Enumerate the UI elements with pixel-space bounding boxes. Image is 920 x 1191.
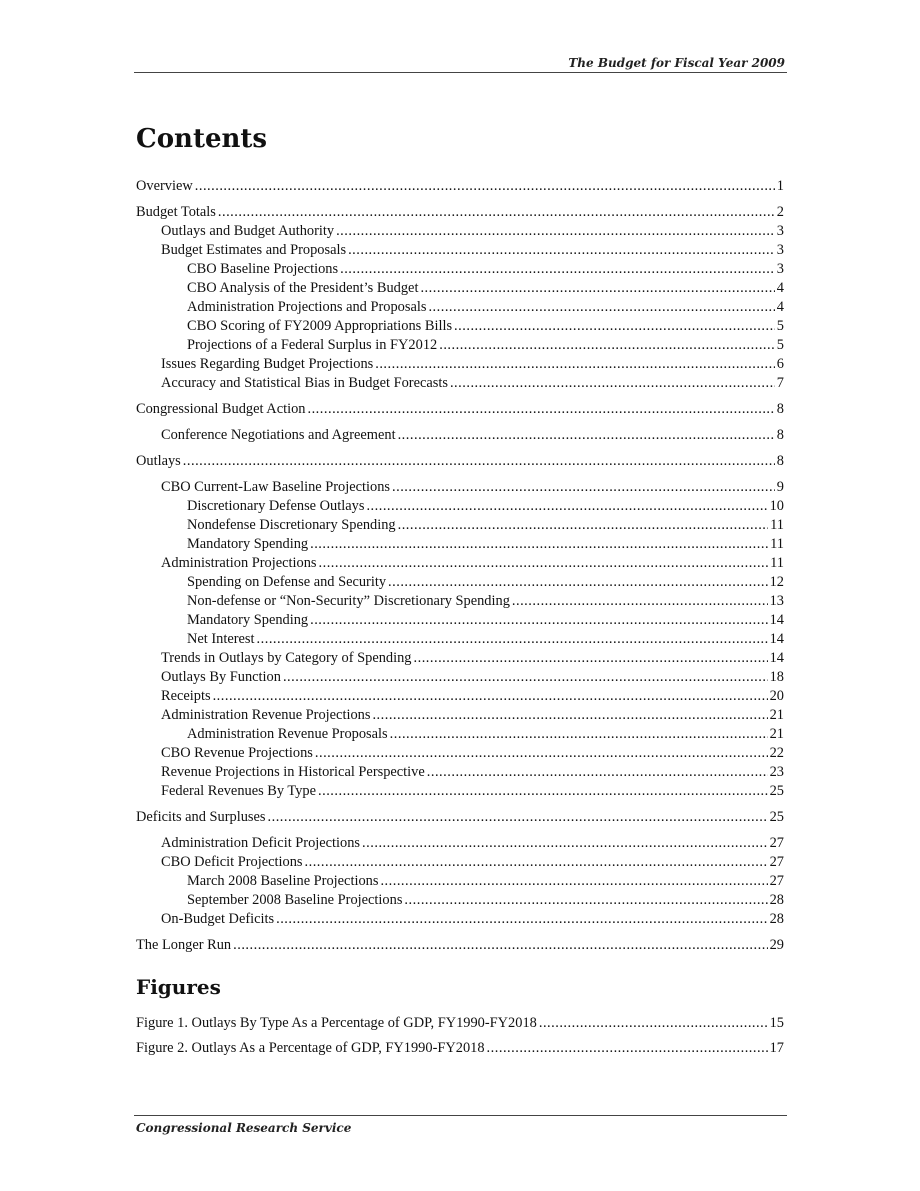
toc-entry[interactable] [136,668,784,687]
page-number: 14 [769,612,784,628]
toc-entry-title: Budget Estimates and Proposals [161,242,347,258]
toc-entry-title: Trends in Outlays by Category of Spending [161,650,412,666]
toc-entry[interactable] [136,744,784,763]
dot-leader [213,687,768,706]
page-number: 11 [770,517,784,533]
dot-leader [388,573,768,592]
toc-entry-title: Spending on Defense and Security [187,574,387,590]
toc-entry-title: Receipts [161,688,211,704]
toc-entry[interactable] [136,573,784,592]
toc-entry[interactable] [136,630,784,649]
toc-entry[interactable] [136,649,784,668]
page-number: 27 [769,873,784,889]
toc-entry[interactable] [136,426,784,445]
page-number: 5 [776,337,784,353]
toc-entry[interactable] [136,260,784,279]
page-number: 20 [769,688,784,704]
dot-leader [233,936,767,955]
page-number: 29 [769,937,784,953]
page-number: 5 [776,318,784,334]
dot-leader [307,400,774,419]
dot-leader [450,374,775,393]
dot-leader [183,452,775,471]
toc-entry-title: On-Budget Deficits [161,911,275,927]
figure-entry[interactable] [136,1039,784,1058]
page-number: 7 [776,375,784,391]
toc-entry-title: Mandatory Spending [187,536,309,552]
toc-entry-title: Administration Revenue Projections [161,707,371,723]
toc-entry[interactable] [136,592,784,611]
dot-leader [268,808,768,827]
toc-entry[interactable] [136,478,784,497]
dot-leader [380,872,767,891]
dot-leader [283,668,768,687]
dot-leader [366,497,767,516]
page-number: 3 [776,261,784,277]
page-number: 8 [776,453,784,469]
toc-entry[interactable] [136,516,784,535]
page-number: 27 [769,854,784,870]
toc-entry[interactable] [136,298,784,317]
toc-entry[interactable] [136,355,784,374]
dot-leader [398,516,769,535]
dot-leader [392,478,775,497]
toc-entry[interactable] [136,687,784,706]
dot-leader [427,763,768,782]
toc-entry[interactable] [136,317,784,336]
toc-entry[interactable] [136,936,784,955]
page-number: 25 [769,809,784,825]
page-number: 11 [770,555,784,571]
toc-entry[interactable] [136,611,784,630]
figure-title: Figure 1. Outlays By Type As a Percentage of GDP, FY1990-FY2018 [136,1015,537,1031]
page-number: 4 [776,299,784,315]
dot-leader [362,834,768,853]
toc-entry-title: Net Interest [187,631,255,647]
dot-leader [319,554,769,573]
figure-title: Figure 2. Outlays As a Percentage of GDP, FY1990-FY2018 [136,1040,485,1056]
toc-entry[interactable] [136,177,784,196]
footer-rule [134,1115,787,1116]
toc-entry-title: Overview [136,178,193,194]
toc-entry-title: Projections of a Federal Surplus in FY2012 [187,337,438,353]
toc-entry[interactable] [136,782,784,801]
toc-entry-title: CBO Baseline Projections [187,261,339,277]
page-number: 28 [769,911,784,927]
page-number: 21 [769,726,784,742]
toc-entry[interactable] [136,725,784,744]
toc-entry[interactable] [136,400,784,419]
toc-entry[interactable] [136,910,784,929]
page-number: 28 [769,892,784,908]
dot-leader [390,725,768,744]
toc-entry-title: Revenue Projections in Historical Perspective [161,764,425,780]
page-number: 23 [769,764,784,780]
toc-entry[interactable] [136,535,784,554]
dot-leader [310,535,768,554]
toc-entry[interactable] [136,279,784,298]
toc-entry[interactable] [136,763,784,782]
page-number: 14 [769,650,784,666]
dot-leader [512,592,768,611]
toc-entry[interactable] [136,853,784,872]
dot-leader [348,241,775,260]
toc-entry-title: Conference Negotiations and Agreement [161,427,396,443]
toc-entry-title: CBO Current-Law Baseline Projections [161,479,391,495]
dot-leader [454,317,775,336]
toc-entry[interactable] [136,891,784,910]
toc-entry-title: Accuracy and Statistical Bias in Budget Forecasts [161,375,448,391]
toc-entry[interactable] [136,452,784,471]
dot-leader [539,1014,768,1033]
toc-entry[interactable] [136,554,784,573]
figure-entry[interactable] [136,1014,784,1033]
toc-entry[interactable] [136,203,784,222]
toc-entry-title: Outlays By Function [161,669,281,685]
contents-heading: Contents [136,124,268,154]
page-number: 8 [776,427,784,443]
page-number: 15 [769,1015,784,1031]
dot-leader [276,910,768,929]
dot-leader [487,1039,768,1058]
dot-leader [398,426,775,445]
toc-entry[interactable] [136,872,784,891]
page-number: 6 [776,356,784,372]
toc-entry-title: March 2008 Baseline Projections [187,873,379,889]
page-number: 13 [769,593,784,609]
dot-leader [420,279,774,298]
page-number: 22 [769,745,784,761]
toc-entry-title: Nondefense Discretionary Spending [187,517,396,533]
toc-entry-title: Issues Regarding Budget Projections [161,356,374,372]
toc-entry[interactable] [136,706,784,725]
toc-entry-title: Administration Deficit Projections [161,835,361,851]
page-number: 18 [769,669,784,685]
dot-leader [305,853,768,872]
toc-entry[interactable] [136,336,784,355]
toc-entry-title: Administration Projections and Proposals [187,299,427,315]
toc-entry-title: CBO Scoring of FY2009 Appropriations Bills [187,318,453,334]
page-number: 4 [776,280,784,296]
dot-leader [257,630,768,649]
toc-entry-title: Budget Totals [136,204,216,220]
header-rule [134,72,787,73]
toc-entry-title: Administration Projections [161,555,317,571]
toc-entry[interactable] [136,374,784,393]
toc-entry[interactable] [136,808,784,827]
toc-entry-title: Outlays [136,453,181,469]
toc-entry-title: Deficits and Surpluses [136,809,266,825]
page-number: 9 [776,479,784,495]
page-number: 2 [776,204,784,220]
dot-leader [428,298,774,317]
page-number: 12 [769,574,784,590]
toc-entry-title: September 2008 Baseline Projections [187,892,403,908]
dot-leader [439,336,775,355]
page-number: 3 [776,242,784,258]
page-number: 17 [769,1040,784,1056]
figures-heading: Figures [136,975,221,999]
page-number: 27 [769,835,784,851]
toc-entry[interactable] [136,241,784,260]
toc-entry-title: Discretionary Defense Outlays [187,498,365,514]
dot-leader [318,782,768,801]
list-of-figures [136,1014,784,1058]
page-number: 3 [776,223,784,239]
dot-leader [404,891,767,910]
running-header-title: The Budget for Fiscal Year 2009 [568,56,785,70]
running-footer-text: Congressional Research Service [136,1121,352,1135]
page-number: 11 [770,536,784,552]
dot-leader [340,260,775,279]
page-number: 21 [769,707,784,723]
toc-entry-title: Mandatory Spending [187,612,309,628]
toc-entry-title: CBO Deficit Projections [161,854,303,870]
toc-entry[interactable] [136,834,784,853]
toc-entry[interactable] [136,222,784,241]
dot-leader [375,355,775,374]
dot-leader [310,611,768,630]
toc-entry-title: Administration Revenue Proposals [187,726,388,742]
toc-entry-title: CBO Revenue Projections [161,745,313,761]
toc-entry-title: The Longer Run [136,937,232,953]
dot-leader [315,744,768,763]
dot-leader [195,177,775,196]
page-number: 1 [776,178,784,194]
dot-leader [336,222,775,241]
dot-leader [372,706,767,725]
dot-leader [414,649,768,668]
toc-entry-title: CBO Analysis of the President’s Budget [187,280,419,296]
toc-entry-title: Non-defense or “Non-Security” Discretionary Spending [187,593,510,609]
toc-entry[interactable] [136,497,784,516]
page-number: 14 [769,631,784,647]
toc-entry-title: Outlays and Budget Authority [161,223,335,239]
page-number: 8 [776,401,784,417]
dot-leader [218,203,775,222]
toc-entry-title: Federal Revenues By Type [161,783,316,799]
toc-entry-title: Congressional Budget Action [136,401,306,417]
page-number: 10 [769,498,784,514]
page-number: 25 [769,783,784,799]
table-of-contents [136,177,784,955]
